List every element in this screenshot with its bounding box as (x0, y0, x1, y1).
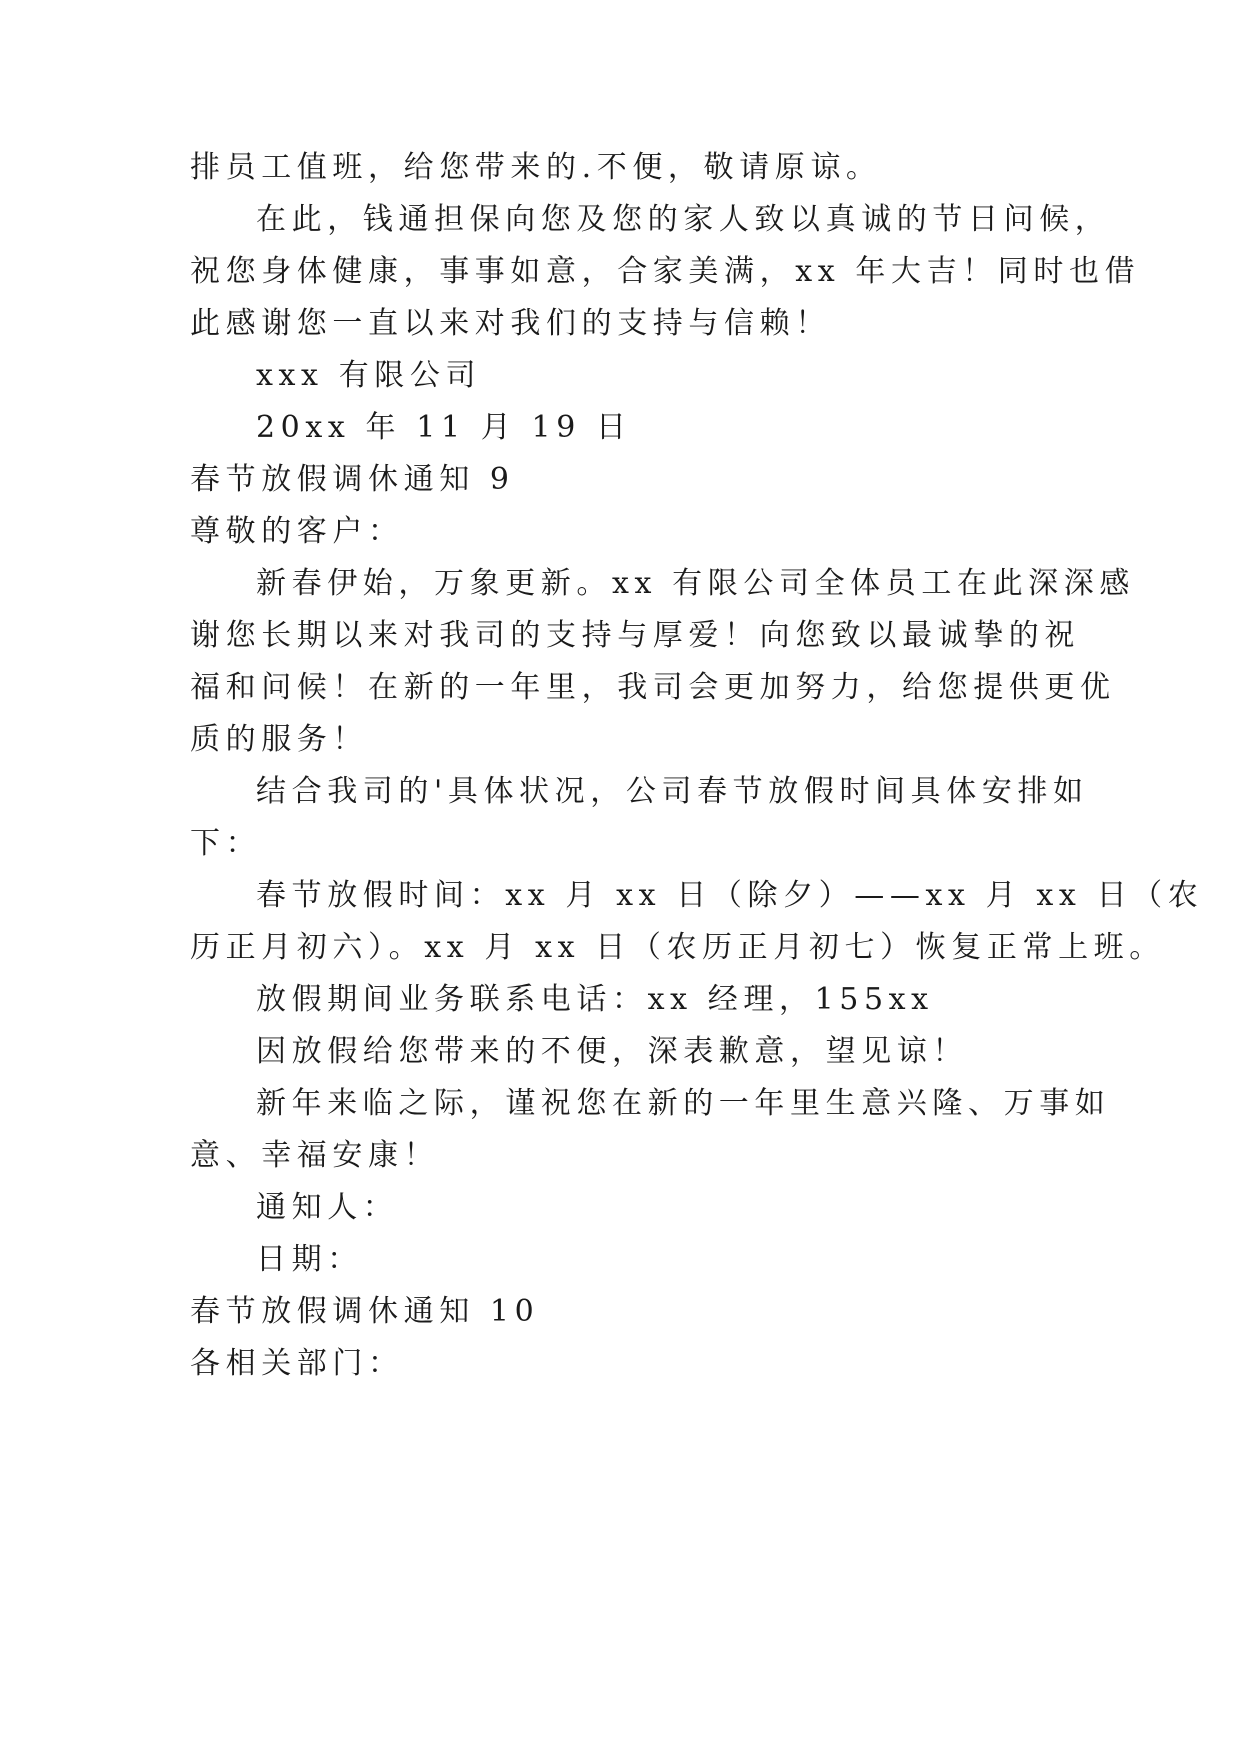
text-line: 在此，钱通担保向您及您的家人致以真诚的节日问候， (256, 202, 1111, 237)
date-label: 日期： (256, 1242, 363, 1277)
text-line: 下： (190, 826, 262, 861)
text-line: 新年来临之际，谨祝您在新的一年里生意兴隆、万事如 (256, 1086, 1111, 1121)
notifier-label: 通知人： (256, 1190, 399, 1225)
text-line: 谢您长期以来对我司的支持与厚爱！向您致以最诚挚的祝 (190, 618, 1080, 653)
signature-date: 20xx 年 11 月 19 日 (256, 410, 632, 445)
text-line: 祝您身体健康，事事如意，合家美满，xx 年大吉！同时也借 (190, 254, 1141, 289)
section-heading: 春节放假调休通知 9 (190, 462, 515, 497)
text-line: 因放假给您带来的不便，深表歉意，望见谅！ (256, 1034, 968, 1069)
text-line: 新春伊始，万象更新。xx 有限公司全体员工在此深深感 (256, 566, 1135, 601)
salutation: 各相关部门： (190, 1346, 404, 1381)
text-line: 春节放假时间：xx 月 xx 日（除夕）——xx 月 xx 日（农 (256, 878, 1204, 913)
text-line: 质的服务！ (190, 722, 368, 757)
text-line: 排员工值班，给您带来的.不便，敬请原谅。 (190, 150, 882, 185)
text-line: 结合我司的'具体状况，公司春节放假时间具体安排如 (256, 774, 1089, 809)
company-signature: xxx 有限公司 (256, 358, 482, 393)
text-line: 放假期间业务联系电话：xx 经理，155xx (256, 982, 934, 1017)
text-line: 此感谢您一直以来对我们的支持与信赖！ (190, 306, 831, 341)
text-line: 历正月初六）。xx 月 xx 日（农历正月初七）恢复正常上班。 (190, 930, 1165, 965)
text-line: 意、幸福安康！ (190, 1138, 440, 1173)
section-heading: 春节放假调休通知 10 (190, 1294, 540, 1329)
text-line: 福和问候！在新的一年里，我司会更加努力，给您提供更优 (190, 670, 1116, 705)
salutation: 尊敬的客户： (190, 514, 404, 549)
